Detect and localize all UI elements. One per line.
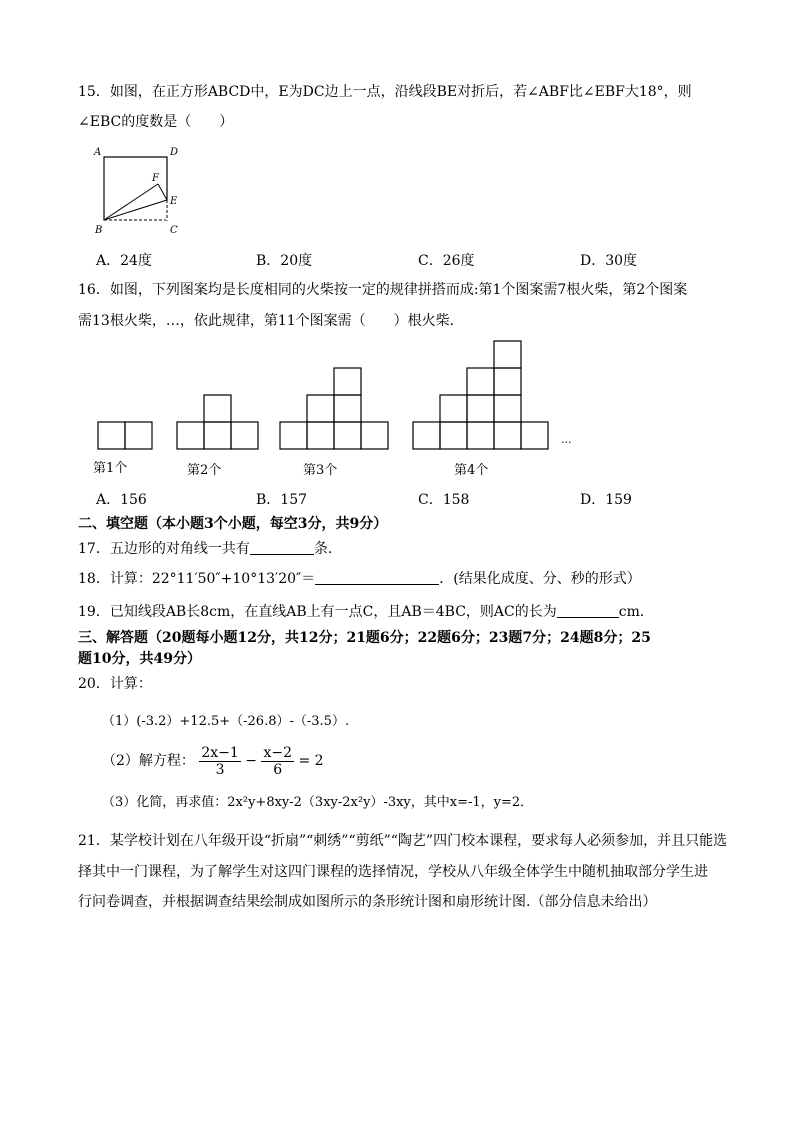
q15-option-b[interactable]: B．20度	[256, 253, 313, 269]
section3-title-line1: 三、解答题（20题每小题12分，共12分；21题6分；22题6分；23题7分；24题8分；25	[78, 630, 651, 646]
q20-part2-label: （2）解方程：	[102, 753, 195, 769]
q20-part3: （3）化简，再求值：2x²y+8xy-2（3xy-2x²y）-3xy，其中x=-1，y=2．	[102, 795, 534, 810]
q16-matchstick-patterns	[90, 336, 590, 484]
q17	[78, 540, 332, 558]
pattern-label-1: 第1个	[93, 461, 128, 476]
pattern-3	[280, 368, 388, 449]
q15-text-line1: 15．如图，在正方形ABCD中，E为DC边上一点，沿线段BE对折后，若∠ABF比∠EBF大18°，则	[78, 84, 692, 100]
q16-option-d[interactable]: D．159	[580, 492, 632, 508]
q15-option-a[interactable]: A．24度	[96, 253, 152, 269]
q15-option-c[interactable]: C．26度	[418, 253, 475, 269]
fraction-1-numerator: 2x−1	[201, 744, 239, 761]
fraction-1-denominator: 3	[215, 761, 225, 778]
q15-square-figure	[88, 140, 188, 240]
q19-answer-blank[interactable]	[557, 603, 619, 618]
q21-line2: 择其中一门课程，为了解学生对这四门课程的选择情况，学校从八年级全体学生中随机抽取部分学生进	[78, 864, 708, 880]
q16-text-line2: 需13根火柴，…，依此规律，第11个图案需（ ）根火柴．	[78, 313, 464, 329]
pattern-label-4: 第4个	[454, 463, 489, 478]
fraction-1	[199, 745, 240, 778]
q21-line1: 21．某学校计划在八年级开设“折扇”“刺绣”“剪纸”“陶艺”四门校本课程，要求每人必须参加，并且只能选	[78, 833, 728, 849]
pattern-1	[98, 422, 152, 449]
equation-rhs: = 2	[298, 753, 324, 769]
q16-option-c[interactable]: C．158	[418, 492, 470, 508]
section2-title: 二、填空题（本小题3个小题，每空3分，共9分）	[78, 516, 388, 532]
q19-suffix: cm．	[618, 604, 654, 620]
pattern-label-3: 第3个	[303, 463, 338, 478]
q21-line3: 行问卷调查，并根据调查结果绘制成如图所示的条形统计图和扇形统计图.（部分信息未给出）	[78, 894, 657, 910]
fraction-2-denominator: 6	[273, 761, 283, 778]
label-C: C	[170, 225, 178, 236]
q20-part2	[102, 741, 324, 781]
pattern-label-2: 第2个	[187, 463, 222, 478]
label-D: D	[170, 147, 179, 158]
pattern-4	[413, 341, 548, 449]
label-B: B	[95, 225, 103, 236]
q18-text: 18．计算：22°11′50″+10°13′20″＝	[78, 571, 316, 587]
label-F: F	[152, 173, 159, 184]
q20-part1: （1）(-3.2）+12.5+（-26.8）-（-3.5）.	[102, 714, 350, 729]
q16-option-b[interactable]: B．157	[256, 492, 308, 508]
section3-title-line2: 题10分，共49分）	[78, 651, 201, 667]
q16-text-line1: 16．如图，下列图案均是长度相同的火柴按一定的规律拼搭而成:第1个图案需7根火柴，第2个图案	[78, 282, 688, 298]
q17-answer-blank[interactable]	[250, 540, 314, 555]
q15-text-line2: ∠EBC的度数是（ ）	[78, 114, 234, 130]
fraction-2	[261, 745, 294, 778]
pattern-ellipsis: ...	[561, 433, 572, 446]
label-A: A	[94, 147, 102, 158]
q18	[78, 570, 641, 588]
q19-text: 19．已知线段AB长8cm，在直线AB上有一点C，且AB＝4BC，则AC的长为	[78, 604, 557, 620]
q17-text: 17．五边形的对角线一共有	[78, 541, 250, 557]
pattern-2	[177, 395, 258, 449]
q18-suffix: ．(结果化成度、分、秒的形式）	[439, 571, 641, 587]
fraction-2-numerator: x−2	[263, 744, 293, 761]
label-E: E	[170, 196, 178, 207]
q20-title: 20．计算：	[78, 676, 152, 692]
minus-sign: −	[245, 753, 258, 769]
q15-option-d[interactable]: D．30度	[580, 253, 638, 269]
q17-suffix: 条.	[313, 541, 333, 557]
q19	[78, 603, 654, 621]
q18-answer-blank[interactable]	[315, 570, 439, 585]
q16-option-a[interactable]: A．156	[96, 492, 147, 508]
